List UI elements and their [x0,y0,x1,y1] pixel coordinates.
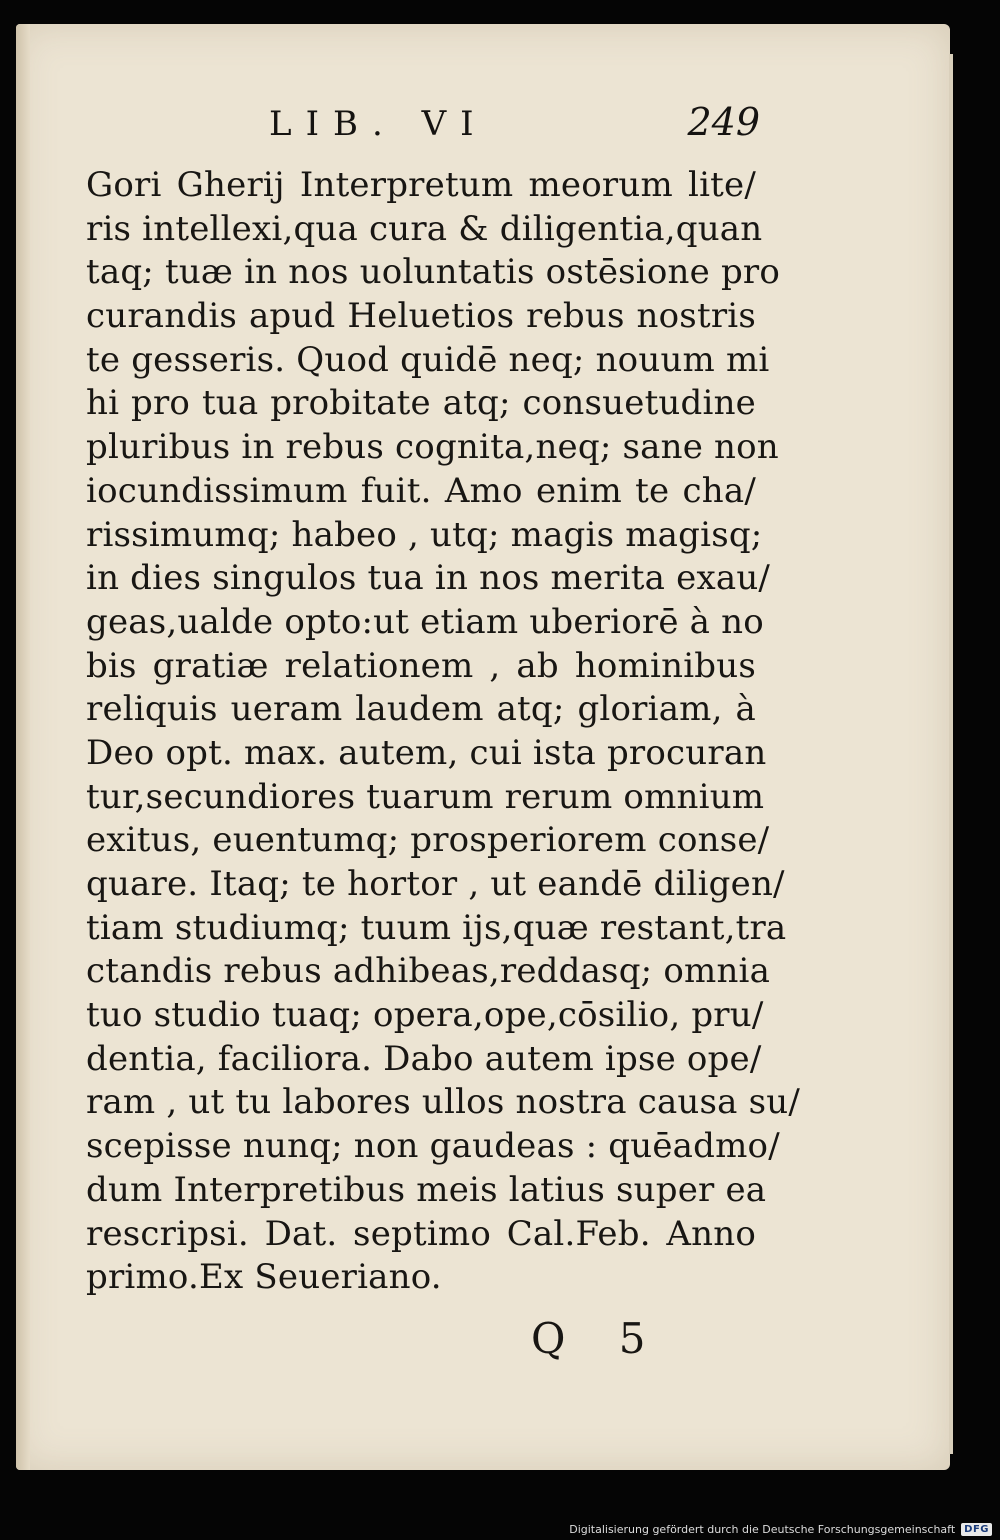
text-line: Gori Gherij Interpretum meorum lite/ [86,165,756,205]
dfg-logo-icon: DFG [961,1523,992,1536]
text-line: tuo studio tuaq; opera,ope,cōsilio, pru/ [86,995,764,1036]
text-line: reliquis ueram laudem atq; gloriam, à [86,689,756,730]
text-line: rissimumq; habeo , utq; magis magisq; [86,514,763,555]
text-line: geas,ualde opto:ut etiam uberiorē à no [86,601,764,642]
text-line: taq; tuæ in nos uoluntatis ostēsione pro [86,252,781,293]
text-line: te gesseris. Quod quidē neq; nouum mi [86,339,770,380]
page-number: 249 [687,100,760,144]
text-line: ctandis rebus adhibeas,reddasq; omnia [86,951,771,992]
footer-credit: Digitalisierung gefördert durch die Deutsche Forschungsgemeinschaft [569,1523,956,1536]
body-text [86,164,801,1300]
text-line: tiam studiumq; tuum ijs,quæ restant,tra [86,907,787,948]
text-line: dentia, faciliora. Dabo autem ipse ope/ [86,1038,762,1079]
text-line: Deo opt. max. autem, cui ista procuran [86,732,767,773]
signature-mark: Q 5 [531,1314,646,1363]
text-line: scepisse nunq; non gaudeas : quēadmo/ [86,1126,780,1167]
text-line: ris intellexi,qua cura & diligentia,quan [86,208,763,249]
book-page [16,24,950,1470]
page-spine [16,24,30,1470]
text-line: pluribus in rebus cognita,neq; sane non [86,427,779,468]
text-line: curandis apud Heluetios rebus nostris [86,296,756,337]
text-line: rescripsi. Dat. septimo Cal.Feb. Anno [86,1213,756,1254]
text-line: bis gratiæ relationem , ab hominibus [86,645,756,686]
text-line: in dies singulos tua in nos merita exau/ [86,558,771,599]
digitization-footer [569,1523,992,1536]
text-line: exitus, euentumq; prosperiorem conse/ [86,820,770,861]
text-line: tur,secundiores tuarum rerum omnium [86,776,765,817]
text-line: quare. Itaq; te hortor , ut eandē diligen/ [86,864,785,904]
running-head: LIB. VI [269,104,488,144]
text-line: hi pro tua probitate atq; consuetudine [86,383,756,424]
text-line: primo.Ex Seueriano. [86,1257,442,1298]
text-line: ram , ut tu labores ullos nostra causa su/ [86,1082,801,1123]
text-line: iocundissimum fuit. Amo enim te cha/ [86,470,756,511]
text-line: dum Interpretibus meis latius super ea [86,1169,767,1210]
page-header [16,94,950,154]
page-edge [949,54,953,1454]
